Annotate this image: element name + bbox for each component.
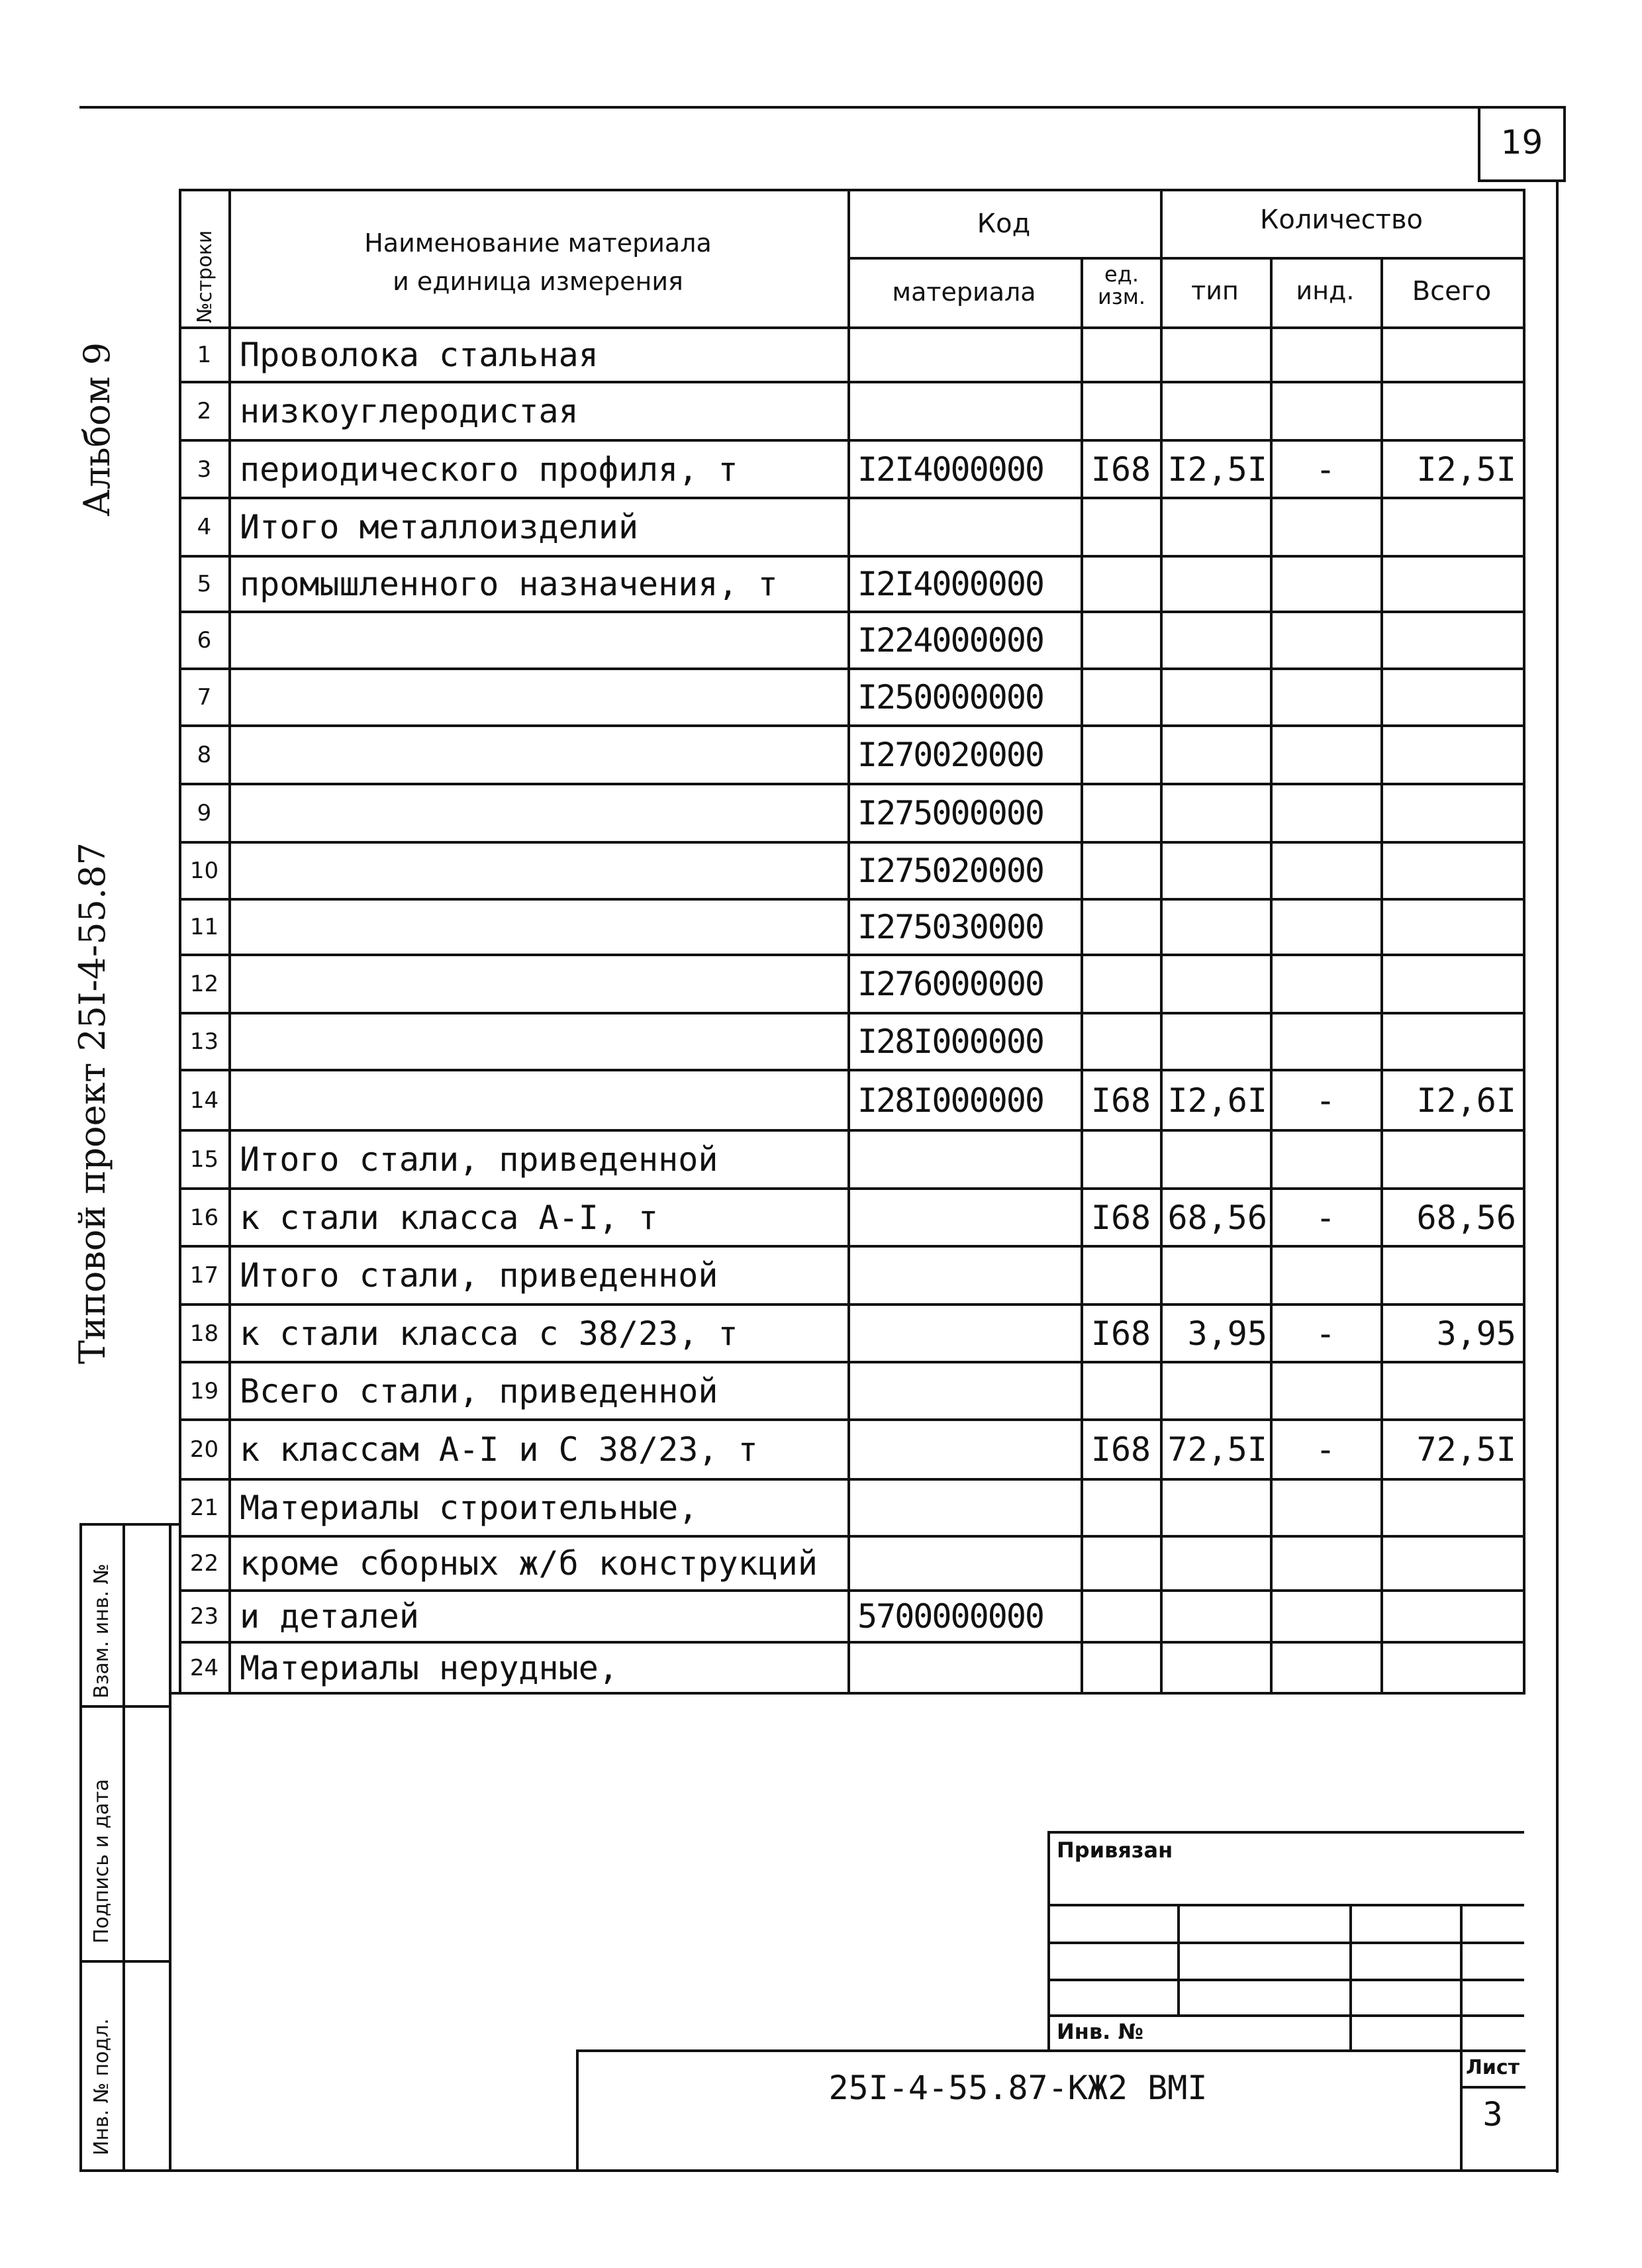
row-divider <box>179 555 1525 558</box>
row-22-n: 22 <box>189 1550 219 1577</box>
row-16-type: 68,56 <box>1167 1198 1267 1237</box>
row-divider <box>179 1187 1525 1190</box>
privyazan-row-4 <box>1047 2014 1524 2017</box>
title-block-sheet-sep <box>1460 2086 1525 2089</box>
col-line-6 <box>1380 258 1383 1692</box>
row-1-name: Проволока стальная <box>240 336 599 374</box>
row-divider <box>179 1069 1525 1071</box>
row-9-code: I275000000 <box>857 794 1044 832</box>
row-14-n: 14 <box>189 1087 219 1114</box>
stamp-vzam: Взам. инв. № <box>90 1563 113 1699</box>
row-10-n: 10 <box>189 858 219 884</box>
row-15-n: 15 <box>189 1146 219 1173</box>
row-divider <box>179 1303 1525 1306</box>
row-3-n: 3 <box>197 456 212 483</box>
row-7-n: 7 <box>197 684 212 711</box>
row-14-code: I28I000000 <box>857 1081 1044 1120</box>
row-19-name: Всего стали, приведенной <box>240 1371 718 1410</box>
stamp-privyazan: Привязан <box>1057 1838 1173 1863</box>
row-5-code: I2I4000000 <box>857 565 1044 603</box>
header-rownum: №строки <box>193 230 217 323</box>
row-divider <box>179 1641 1525 1644</box>
col-line-1 <box>228 189 231 1692</box>
table-bottom-line <box>169 1692 1525 1695</box>
header-top-line <box>179 189 1525 191</box>
row-divider <box>179 841 1525 844</box>
row-21-n: 21 <box>189 1495 219 1521</box>
row-17-n: 17 <box>189 1262 219 1289</box>
row-divider <box>179 1129 1525 1132</box>
row-20-type: 72,5I <box>1167 1430 1267 1469</box>
doc-code: 25I-4-55.87-КЖ2 ВМI <box>828 2069 1208 2107</box>
row-4-name: Итого металлоизделий <box>240 508 639 546</box>
row-8-code: I270020000 <box>857 736 1044 774</box>
header-bottom-line <box>179 326 1525 329</box>
row-16-ind: - <box>1315 1198 1336 1237</box>
header-name-line1: Наименование материала <box>364 228 712 258</box>
privyazan-row-3 <box>1047 1979 1524 1981</box>
row-23-name: и деталей <box>240 1597 419 1636</box>
row-divider <box>179 724 1525 727</box>
privyazan-row-2 <box>1047 1942 1524 1944</box>
row-20-total: 72,5I <box>1416 1430 1516 1469</box>
row-7-code: I250000000 <box>857 678 1044 716</box>
header-qty-ind: инд. <box>1296 276 1355 305</box>
row-17-name: Итого стали, приведенной <box>240 1256 718 1295</box>
row-12-code: I276000000 <box>857 965 1044 1003</box>
row-3-unit: I68 <box>1090 450 1151 489</box>
header-qty-total: Всего <box>1412 276 1492 307</box>
privyazan-top <box>1047 1831 1524 1834</box>
row-6-code: I224000000 <box>857 621 1044 660</box>
row-4-n: 4 <box>197 514 212 540</box>
stamp-inv-no: Инв. № <box>1057 2019 1143 2044</box>
row-23-n: 23 <box>189 1603 219 1630</box>
row-1-n: 1 <box>197 342 212 368</box>
row-divider <box>179 611 1525 613</box>
row-14-ind: - <box>1315 1081 1336 1120</box>
row-13-code: I28I000000 <box>857 1022 1044 1061</box>
top-rule <box>79 106 1566 109</box>
row-3-name: периодического профиля, т <box>240 450 738 489</box>
row-divider <box>179 954 1525 956</box>
row-20-unit: I68 <box>1090 1430 1151 1469</box>
header-name-line2: и единица измерения <box>393 267 683 296</box>
row-divider <box>179 1012 1525 1014</box>
header-mid-line <box>847 257 1525 260</box>
row-24-name: Материалы нерудные, <box>240 1648 618 1687</box>
row-11-code: I275030000 <box>857 908 1044 946</box>
row-divider <box>179 1361 1525 1363</box>
row-20-ind: - <box>1315 1430 1336 1469</box>
sheet-label: Лист <box>1465 2056 1520 2079</box>
row-19-n: 19 <box>189 1377 219 1405</box>
privyazan-col-2 <box>1349 1904 1352 2049</box>
side-label-album: Альбом 9 <box>76 342 118 517</box>
row-12-n: 12 <box>189 971 219 997</box>
row-8-n: 8 <box>197 742 212 768</box>
row-10-code: I275020000 <box>857 852 1044 890</box>
row-divider <box>179 1589 1525 1592</box>
title-block-left <box>576 2049 579 2172</box>
header-code-material: материала <box>892 277 1036 307</box>
row-3-type: I2,5I <box>1167 450 1267 489</box>
row-16-name: к стали класса A-I, т <box>240 1198 659 1237</box>
stamp-column-left <box>79 1523 82 2172</box>
side-label-project: Типовой проект 25I-4-55.87 <box>72 842 113 1364</box>
header-code: Код <box>977 209 1031 239</box>
row-divider <box>179 497 1525 499</box>
row-3-ind: - <box>1315 450 1336 489</box>
row-14-total: I2,6I <box>1416 1081 1516 1120</box>
stamp-column-top <box>79 1523 179 1526</box>
row-22-name: кроме сборных ж/б конструкций <box>240 1544 818 1583</box>
page-number: 19 <box>1500 123 1543 162</box>
row-divider <box>179 1535 1525 1538</box>
row-6-n: 6 <box>197 627 212 654</box>
row-9-n: 9 <box>197 800 212 826</box>
row-5-n: 5 <box>197 571 212 597</box>
col-line-2 <box>847 189 850 1692</box>
row-3-total: I2,5I <box>1416 450 1516 489</box>
row-5-name: промышленного назначения, т <box>240 565 778 603</box>
header-code-unit: ед. изм. <box>1097 262 1146 309</box>
sheet-number: 3 <box>1482 2095 1503 2134</box>
row-20-name: к классам A-I и С 38/23, т <box>240 1430 758 1469</box>
row-18-name: к стали класса с 38/23, т <box>240 1314 738 1353</box>
bottom-frame-line <box>79 2169 1559 2172</box>
row-divider <box>179 898 1525 901</box>
row-14-type: I2,6I <box>1167 1081 1267 1120</box>
stamp-inv-podl: Инв. № подл. <box>90 2018 113 2155</box>
row-divider <box>179 1418 1525 1421</box>
privyazan-col-1 <box>1177 1904 1180 2014</box>
privyazan-row-1 <box>1047 1904 1524 1906</box>
row-2-name: низкоуглеродистая <box>240 392 579 430</box>
row-18-total: 3,95 <box>1436 1314 1516 1353</box>
row-15-name: Итого стали, приведенной <box>240 1140 718 1179</box>
row-18-ind: - <box>1315 1314 1336 1353</box>
row-21-name: Материалы строительные, <box>240 1489 699 1527</box>
col-line-4 <box>1160 189 1163 1692</box>
stamp-column-inner <box>122 1523 125 2172</box>
row-divider <box>179 783 1525 785</box>
row-23-code: 5700000000 <box>857 1597 1044 1636</box>
row-18-type: 3,95 <box>1187 1314 1267 1353</box>
row-16-unit: I68 <box>1090 1198 1151 1237</box>
row-divider <box>179 439 1525 442</box>
row-3-code: I2I4000000 <box>857 450 1044 489</box>
row-16-total: 68,56 <box>1416 1198 1516 1237</box>
row-divider <box>179 667 1525 670</box>
row-11-n: 11 <box>189 914 219 940</box>
header-qty-type: тип <box>1191 276 1239 305</box>
row-24-n: 24 <box>189 1654 219 1681</box>
right-frame-line <box>1556 179 1559 2173</box>
row-2-n: 2 <box>197 398 212 424</box>
row-divider <box>179 381 1525 383</box>
row-18-unit: I68 <box>1090 1314 1151 1353</box>
row-divider <box>179 1245 1525 1248</box>
privyazan-col-3 <box>1460 1904 1463 2049</box>
stamp-podpis: Подпись и дата <box>90 1779 113 1944</box>
page-number-box-bottom <box>1478 179 1566 182</box>
row-18-n: 18 <box>189 1320 219 1347</box>
title-block-top <box>576 2049 1525 2052</box>
row-14-unit: I68 <box>1090 1081 1151 1120</box>
row-16-n: 16 <box>189 1204 219 1231</box>
row-divider <box>179 1478 1525 1481</box>
stamp-column-right <box>169 1523 171 2172</box>
col-line-7 <box>1523 189 1525 1692</box>
header-quantity: Количество <box>1259 205 1423 235</box>
row-13-n: 13 <box>189 1028 219 1055</box>
row-20-n: 20 <box>189 1436 219 1463</box>
